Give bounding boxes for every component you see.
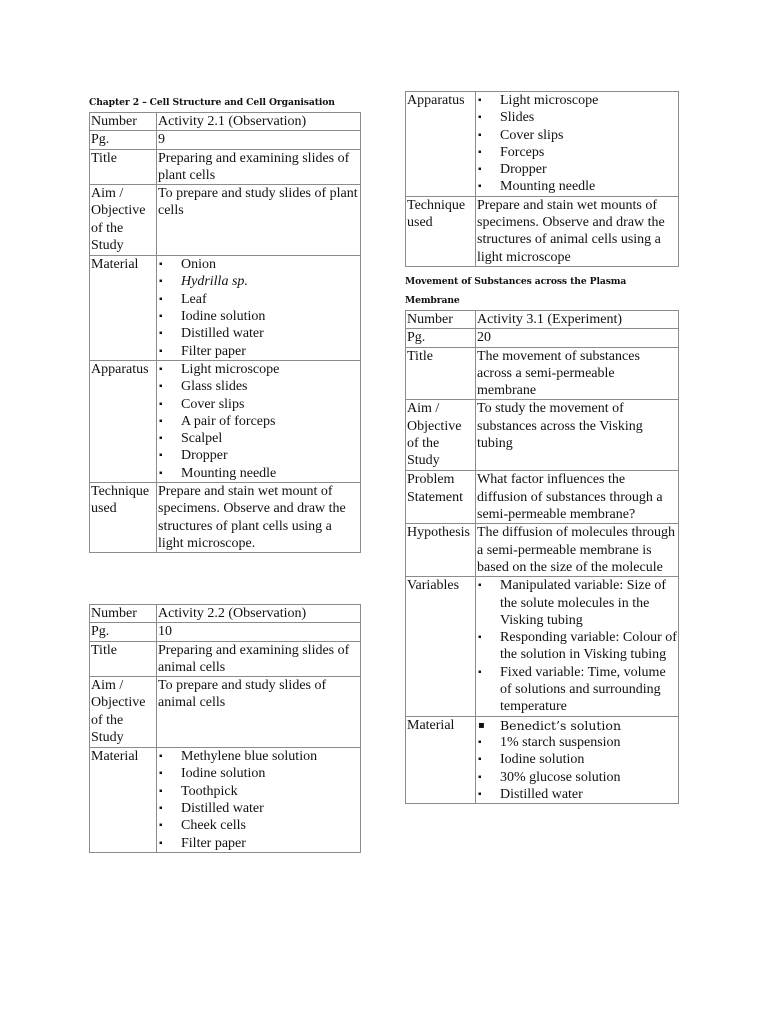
row-label: Number	[406, 310, 476, 328]
list-item: ▪ Cheek cells	[158, 817, 359, 834]
list-item: ▪ Mounting needle	[158, 465, 359, 482]
activity-title: The movement of substances across a semi-permeable membrane	[476, 347, 679, 400]
list-item: ▪ Light microscope	[477, 92, 677, 109]
problem-statement: What factor influences the diffusion of substances through a semi-permeable membrane?	[476, 471, 679, 524]
activity-2-2-table	[89, 604, 361, 853]
list-item: ▪ Distilled water	[477, 786, 677, 803]
material-list	[158, 748, 359, 852]
row-label: Aim / Objective of the Study	[406, 400, 476, 471]
list-item: ▪ Light microscope	[158, 361, 359, 378]
list-item: ▪ Glass slides	[158, 378, 359, 395]
row-label: Variables	[406, 577, 476, 716]
table-row	[406, 92, 679, 197]
row-label: Title	[406, 347, 476, 400]
row-label: Hypothesis	[406, 524, 476, 577]
material-list-cell	[157, 748, 361, 853]
list-item: ▪ Mounting needle	[477, 178, 677, 195]
apparatus-list-cell	[476, 92, 679, 197]
activity-2-2-block	[89, 604, 361, 853]
row-label: Pg.	[406, 329, 476, 347]
variables-list	[477, 577, 677, 715]
list-item: ▪ A pair of forceps	[158, 413, 359, 430]
list-item: ▪ Fixed variable: Time, volume of solutions and surrounding temperature	[477, 664, 677, 716]
table-row	[90, 360, 361, 482]
table-row	[406, 716, 679, 803]
apparatus-list-cell	[157, 360, 361, 482]
row-label: Apparatus	[406, 92, 476, 197]
list-item: ▪ Dropper	[477, 161, 677, 178]
activity-aim: To study the movement of substances across the Visking tubing	[476, 400, 679, 471]
apparatus-list	[477, 92, 677, 196]
activity-3-1-table	[405, 310, 679, 804]
section-heading: Movement of Substances across the Plasma Membrane	[405, 275, 627, 306]
activity-2-2-continued-table	[405, 91, 679, 267]
activity-title: Preparing and examining slides of plant cells	[157, 149, 361, 185]
list-item: ▪ 1% starch suspension	[477, 734, 677, 751]
row-label: Title	[90, 641, 157, 677]
table-row	[406, 400, 679, 471]
activity-technique: Prepare and stain wet mounts of specimens. Observe and draw the structures of animal cells using a light microscope	[476, 196, 679, 266]
row-label: Technique used	[90, 483, 157, 553]
row-label: Pg.	[90, 131, 157, 149]
activity-title: Preparing and examining slides of animal cells	[157, 641, 361, 677]
hypothesis: The diffusion of molecules through a semi-permeable membrane is based on the size of the molecule	[476, 524, 679, 577]
table-row	[406, 196, 679, 266]
activity-2-1-block	[89, 112, 361, 553]
list-item: ▪ Distilled water	[158, 800, 359, 817]
table-row	[90, 131, 361, 149]
row-label: Number	[90, 113, 157, 131]
table-row	[90, 483, 361, 553]
table-row	[90, 605, 361, 623]
list-item: ▪ Iodine solution	[158, 308, 359, 325]
table-row	[90, 256, 361, 361]
chapter-title: Chapter 2 – Cell Structure and Cell Organisation	[89, 97, 335, 108]
activity-number: Activity 2.1 (Observation)	[157, 113, 361, 131]
row-label: Material	[406, 716, 476, 803]
material-list	[477, 717, 677, 803]
activity-number: Activity 2.2 (Observation)	[157, 605, 361, 623]
list-item: ▪ Iodine solution	[477, 751, 677, 768]
row-label: Material	[90, 748, 157, 853]
list-item: ▪ Benedict’s solution	[477, 717, 677, 734]
table-row	[90, 748, 361, 853]
table-row	[406, 347, 679, 400]
row-label: Material	[90, 256, 157, 361]
activity-technique: Prepare and stain wet mount of specimens. Observe and draw the structures of plant cells using a light microscope.	[157, 483, 361, 553]
list-item: ▪ Onion	[158, 256, 359, 273]
list-item: ▪ Toothpick	[158, 783, 359, 800]
material-list-cell	[157, 256, 361, 361]
activity-aim: To prepare and study slides of plant cells	[157, 185, 361, 256]
row-label: Apparatus	[90, 360, 157, 482]
list-item: ▪ Distilled water	[158, 325, 359, 342]
activity-number: Activity 3.1 (Experiment)	[476, 310, 679, 328]
table-row	[406, 524, 679, 577]
material-list	[158, 256, 359, 360]
list-item: ▪ Cover slips	[477, 127, 677, 144]
activity-2-1-table	[89, 112, 361, 553]
page-number: 10	[157, 623, 361, 641]
row-label: Title	[90, 149, 157, 185]
list-item: ▪ Manipulated variable: Size of the solute molecules in the Visking tubing	[477, 577, 677, 629]
row-label: Aim / Objective of the Study	[90, 185, 157, 256]
row-label: Pg.	[90, 623, 157, 641]
list-item: ▪ Methylene blue solution	[158, 748, 359, 765]
list-item: ▪ Hydrilla sp.	[158, 273, 359, 290]
list-item: ▪ Forceps	[477, 144, 677, 161]
table-row	[406, 329, 679, 347]
table-row	[406, 310, 679, 328]
list-item: ▪ Slides	[477, 109, 677, 126]
row-label: Problem Statement	[406, 471, 476, 524]
material-list-cell	[476, 716, 679, 803]
activity-2-2-continued-block	[405, 91, 679, 804]
page-number: 20	[476, 329, 679, 347]
list-item: ▪ Iodine solution	[158, 765, 359, 782]
list-item: ▪ Filter paper	[158, 835, 359, 852]
table-row	[90, 149, 361, 185]
table-row	[90, 677, 361, 748]
table-row	[90, 185, 361, 256]
row-label: Number	[90, 605, 157, 623]
table-row	[90, 113, 361, 131]
list-item: ▪ Responding variable: Colour of the solution in Visking tubing	[477, 629, 677, 664]
list-item: ▪ Leaf	[158, 291, 359, 308]
row-label: Technique used	[406, 196, 476, 266]
list-item: ▪ Cover slips	[158, 396, 359, 413]
apparatus-list	[158, 361, 359, 482]
table-row	[406, 471, 679, 524]
list-item: ▪ Filter paper	[158, 343, 359, 360]
page-number: 9	[157, 131, 361, 149]
table-row	[90, 623, 361, 641]
variables-list-cell	[476, 577, 679, 716]
list-item: ▪ 30% glucose solution	[477, 769, 677, 786]
table-row	[406, 577, 679, 716]
table-row	[90, 641, 361, 677]
list-item: ▪ Scalpel	[158, 430, 359, 447]
row-label: Aim / Objective of the Study	[90, 677, 157, 748]
list-item: ▪ Dropper	[158, 447, 359, 464]
activity-aim: To prepare and study slides of animal cells	[157, 677, 361, 748]
